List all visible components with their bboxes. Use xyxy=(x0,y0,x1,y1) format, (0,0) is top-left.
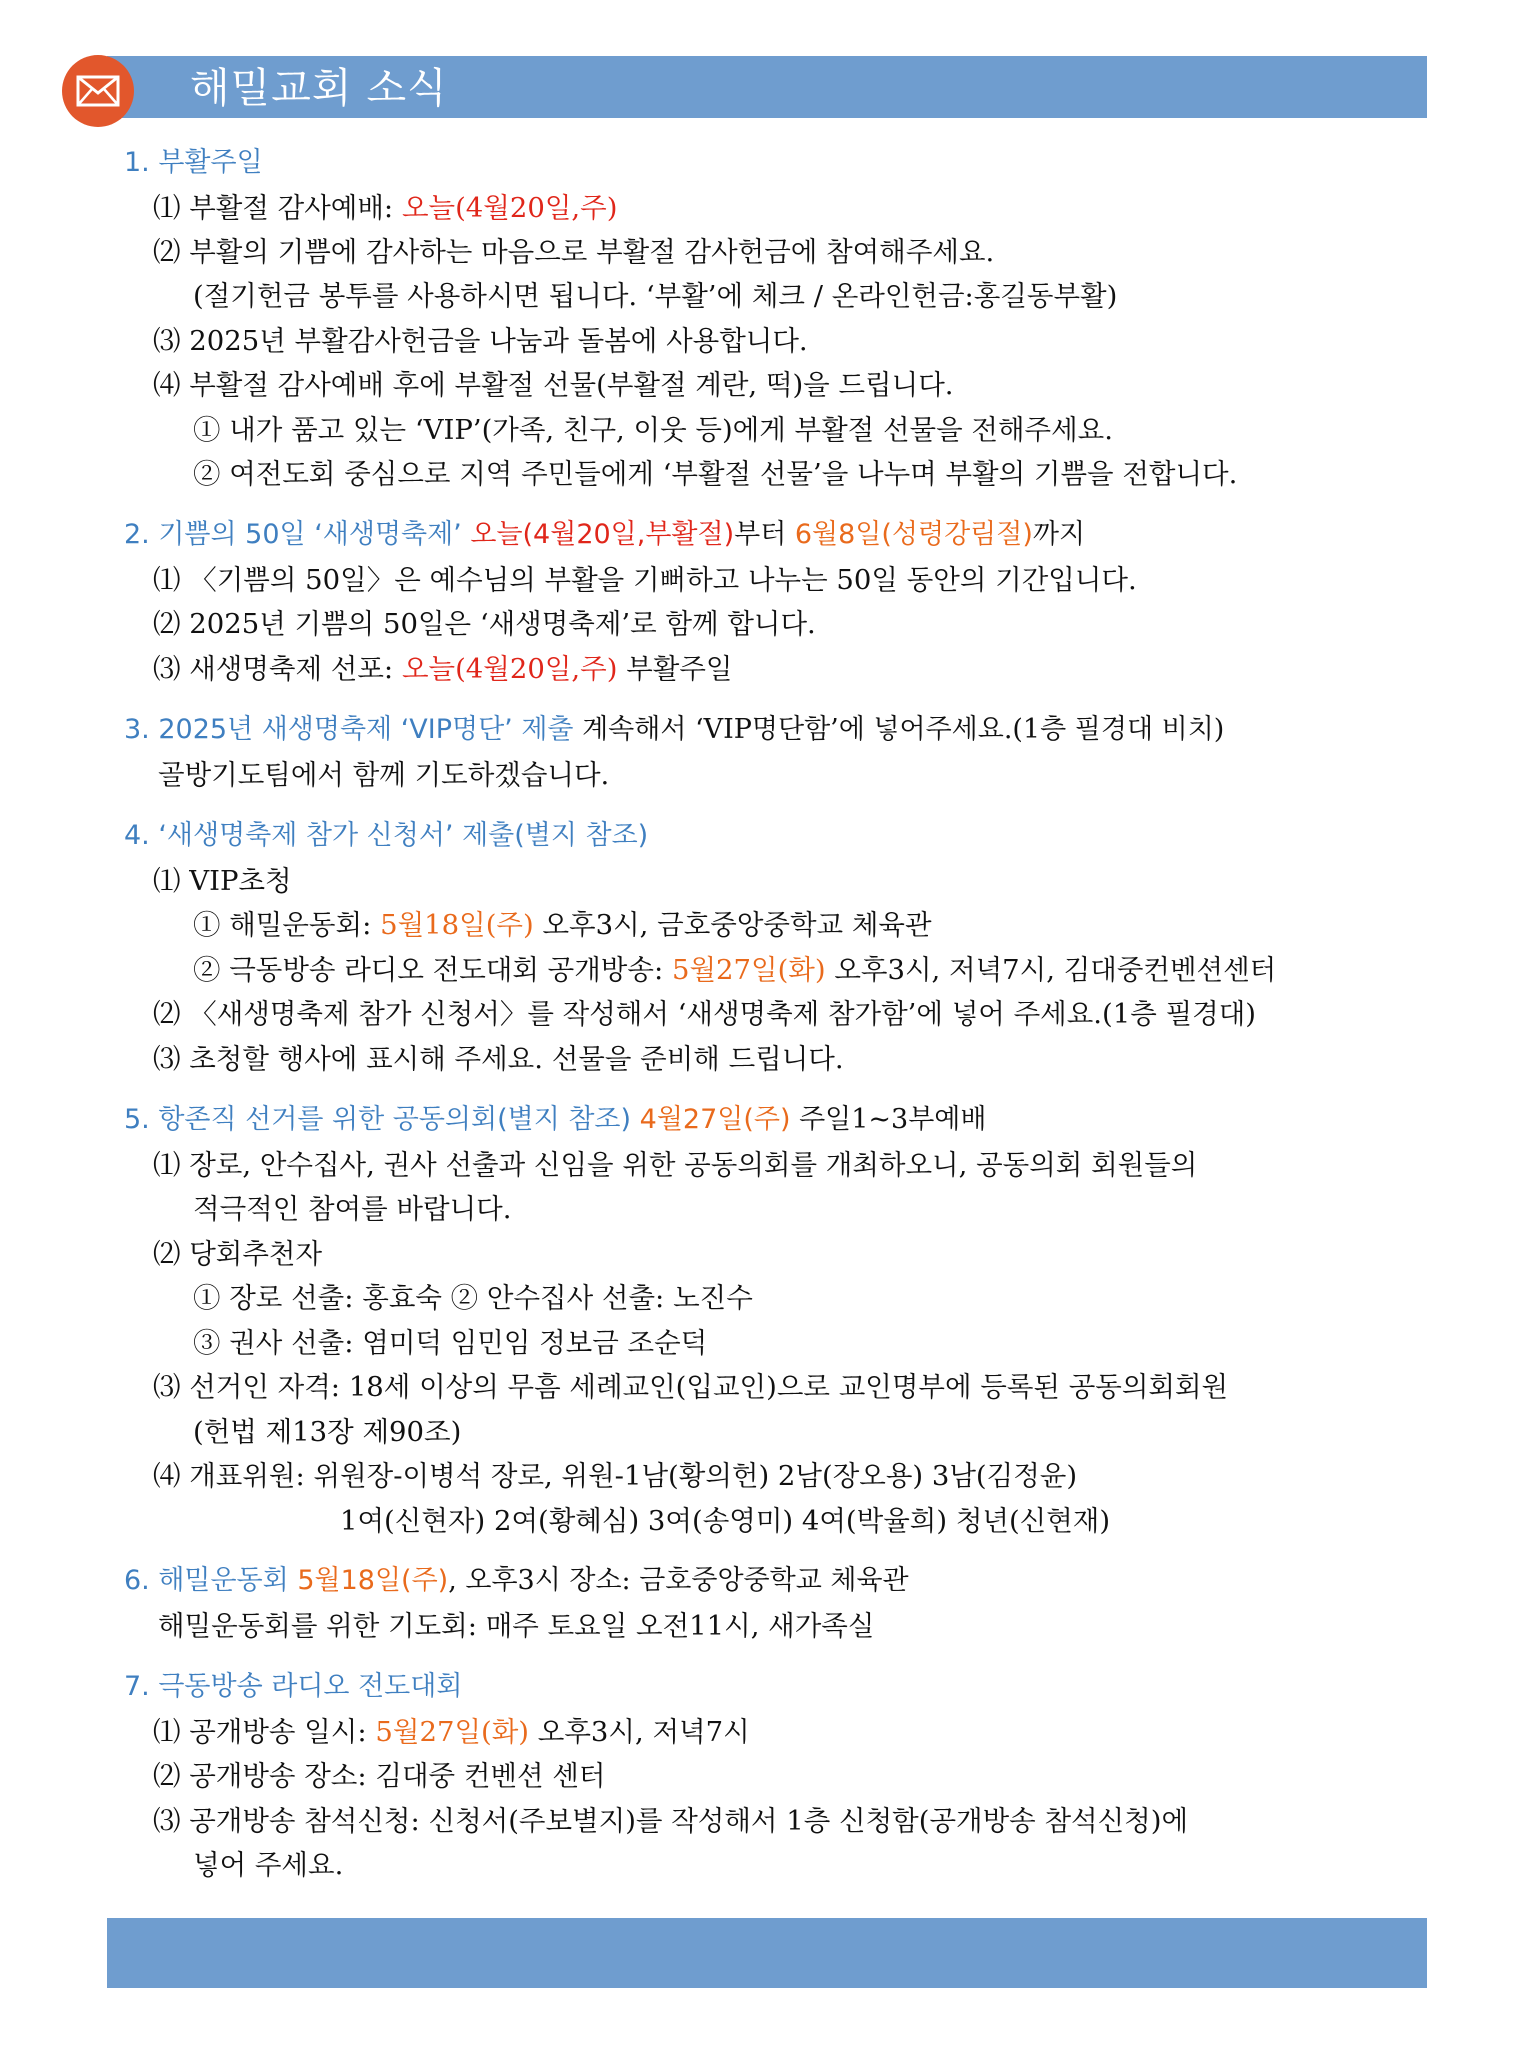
section-3-title: 3. 2025년 새생명축제 ‘VIP명단’ 제출 계속해서 ‘VIP명단함’에 넣어주세요.(1층 필경대 비치) xyxy=(124,714,1225,745)
s1-line-6: ① 내가 품고 있는 ‘VIP’(가족, 친구, 이웃 등)에게 부활절 선물을 전해주세요. xyxy=(193,414,1113,446)
highlight-date: 오늘(4월20일,부활절) xyxy=(470,519,735,550)
highlight-date: 6월8일(성령강림절) xyxy=(794,519,1033,550)
highlight-date: 오늘(4월20일,주) xyxy=(401,653,618,685)
footer-bar xyxy=(107,1918,1427,1988)
s7-line-2: ⑵ 공개방송 장소: 김대중 컨벤션 센터 xyxy=(153,1760,606,1792)
highlight-date: 5월18일(주) xyxy=(297,1565,449,1596)
s5-line-5: ③ 권사 선출: 염미덕 임민임 정보금 조순덕 xyxy=(193,1327,708,1359)
highlight-date: 오늘(4월20일,주) xyxy=(401,192,618,224)
s1-line-1: ⑴ 부활절 감사예배: 오늘(4월20일,주) xyxy=(153,192,618,224)
page-title: 해밀교회 소식 xyxy=(190,64,448,112)
s1-line-4: ⑶ 2025년 부활감사헌금을 나눔과 돌봄에 사용합니다. xyxy=(153,325,808,357)
highlight-date: 5월18일(주) xyxy=(380,909,534,941)
mail-icon xyxy=(76,75,120,107)
s5-line-9: 1여(신현자) 2여(황혜심) 3여(송영미) 4여(박율희) 청년(신현재) xyxy=(340,1505,1111,1537)
highlight-date: 5월27일(화) xyxy=(671,954,826,986)
s1-line-3: (절기헌금 봉투를 사용하시면 됩니다. ‘부활’에 체크 / 온라인헌금:홍길동부활) xyxy=(193,280,1118,312)
s4-line-5: ⑶ 초청할 행사에 표시해 주세요. 선물을 준비해 드립니다. xyxy=(153,1043,844,1075)
s1-line-7: ② 여전도회 중심으로 지역 주민들에게 ‘부활절 선물’을 나누며 부활의 기쁨을 전합니다. xyxy=(193,458,1238,490)
highlight-date: 5월27일(화) xyxy=(375,1716,530,1748)
mail-badge xyxy=(62,55,134,127)
section-7-title: 7. 극동방송 라디오 전도대회 xyxy=(124,1671,463,1702)
s5-line-3: ⑵ 당회추천자 xyxy=(153,1238,323,1270)
s5-line-8: ⑷ 개표위원: 위원장-이병석 장로, 위원-1남(황의헌) 2남(장오용) 3남(김정윤) xyxy=(153,1460,1078,1492)
section-4-title: 4. ‘새생명축제 참가 신청서’ 제출(별지 참조) xyxy=(124,820,649,851)
s4-line-1: ⑴ VIP초청 xyxy=(153,865,292,897)
section-6-title: 6. 해밀운동회 5월18일(주), 오후3시 장소: 금호중앙중학교 체육관 xyxy=(124,1565,909,1596)
section-2-title: 2. 기쁨의 50일 ‘새생명축제’ 오늘(4월20일,부활절)부터 6월8일(성령강림절)까지 xyxy=(124,519,1086,550)
s7-line-1: ⑴ 공개방송 일시: 5월27일(화) 오후3시, 저녁7시 xyxy=(153,1716,750,1748)
s4-line-3: ② 극동방송 라디오 전도대회 공개방송: 5월27일(화) 오후3시, 저녁7시, 김대중컨벤션센터 xyxy=(193,954,1277,986)
s3-line-1: 골방기도팀에서 함께 기도하겠습니다. xyxy=(158,759,610,791)
s4-line-4: ⑵ 〈새생명축제 참가 신청서〉를 작성해서 ‘새생명축제 참가함’에 넣어 주세요.(1층 필경대) xyxy=(153,998,1256,1030)
section-5-title: 5. 항존직 선거를 위한 공동의회(별지 참조) 4월27일(주) 주일1~3부예배 xyxy=(124,1104,987,1135)
s5-line-7: (헌법 제13장 제90조) xyxy=(193,1416,462,1448)
s2-line-3: ⑶ 새생명축제 선포: 오늘(4월20일,주) 부활주일 xyxy=(153,653,733,685)
s5-line-1: ⑴ 장로, 안수집사, 권사 선출과 신임을 위한 공동의회를 개최하오니, 공동의회 회원들의 xyxy=(153,1149,1198,1181)
s2-line-2: ⑵ 2025년 기쁨의 50일은 ‘새생명축제’로 함께 합니다. xyxy=(153,608,816,640)
s5-line-2: 적극적인 참여를 바랍니다. xyxy=(193,1193,512,1225)
s7-line-4: 넣어 주세요. xyxy=(193,1849,344,1881)
s7-line-3: ⑶ 공개방송 참석신청: 신청서(주보별지)를 작성해서 1층 신청함(공개방송 참석신청)에 xyxy=(153,1805,1189,1837)
s5-line-6: ⑶ 선거인 자격: 18세 이상의 무흠 세례교인(입교인)으로 교인명부에 등록된 공동의회회원 xyxy=(153,1371,1229,1403)
s5-line-4: ① 장로 선출: 홍효숙 ② 안수집사 선출: 노진수 xyxy=(193,1282,753,1314)
highlight-date: 4월27일(주) xyxy=(639,1104,791,1135)
s4-line-2: ① 해밀운동회: 5월18일(주) 오후3시, 금호중앙중학교 체육관 xyxy=(193,909,932,941)
s2-line-1: ⑴ 〈기쁨의 50일〉은 예수님의 부활을 기뻐하고 나누는 50일 동안의 기간입니다. xyxy=(153,564,1137,596)
s6-line-1: 해밀운동회를 위한 기도회: 매주 토요일 오전11시, 새가족실 xyxy=(158,1610,875,1642)
s1-line-5: ⑷ 부활절 감사예배 후에 부활절 선물(부활절 계란, 떡)을 드립니다. xyxy=(153,369,954,401)
section-1-title: 1. 부활주일 xyxy=(124,147,263,178)
s1-line-2: ⑵ 부활의 기쁨에 감사하는 마음으로 부활절 감사헌금에 참여해주세요. xyxy=(153,236,995,268)
